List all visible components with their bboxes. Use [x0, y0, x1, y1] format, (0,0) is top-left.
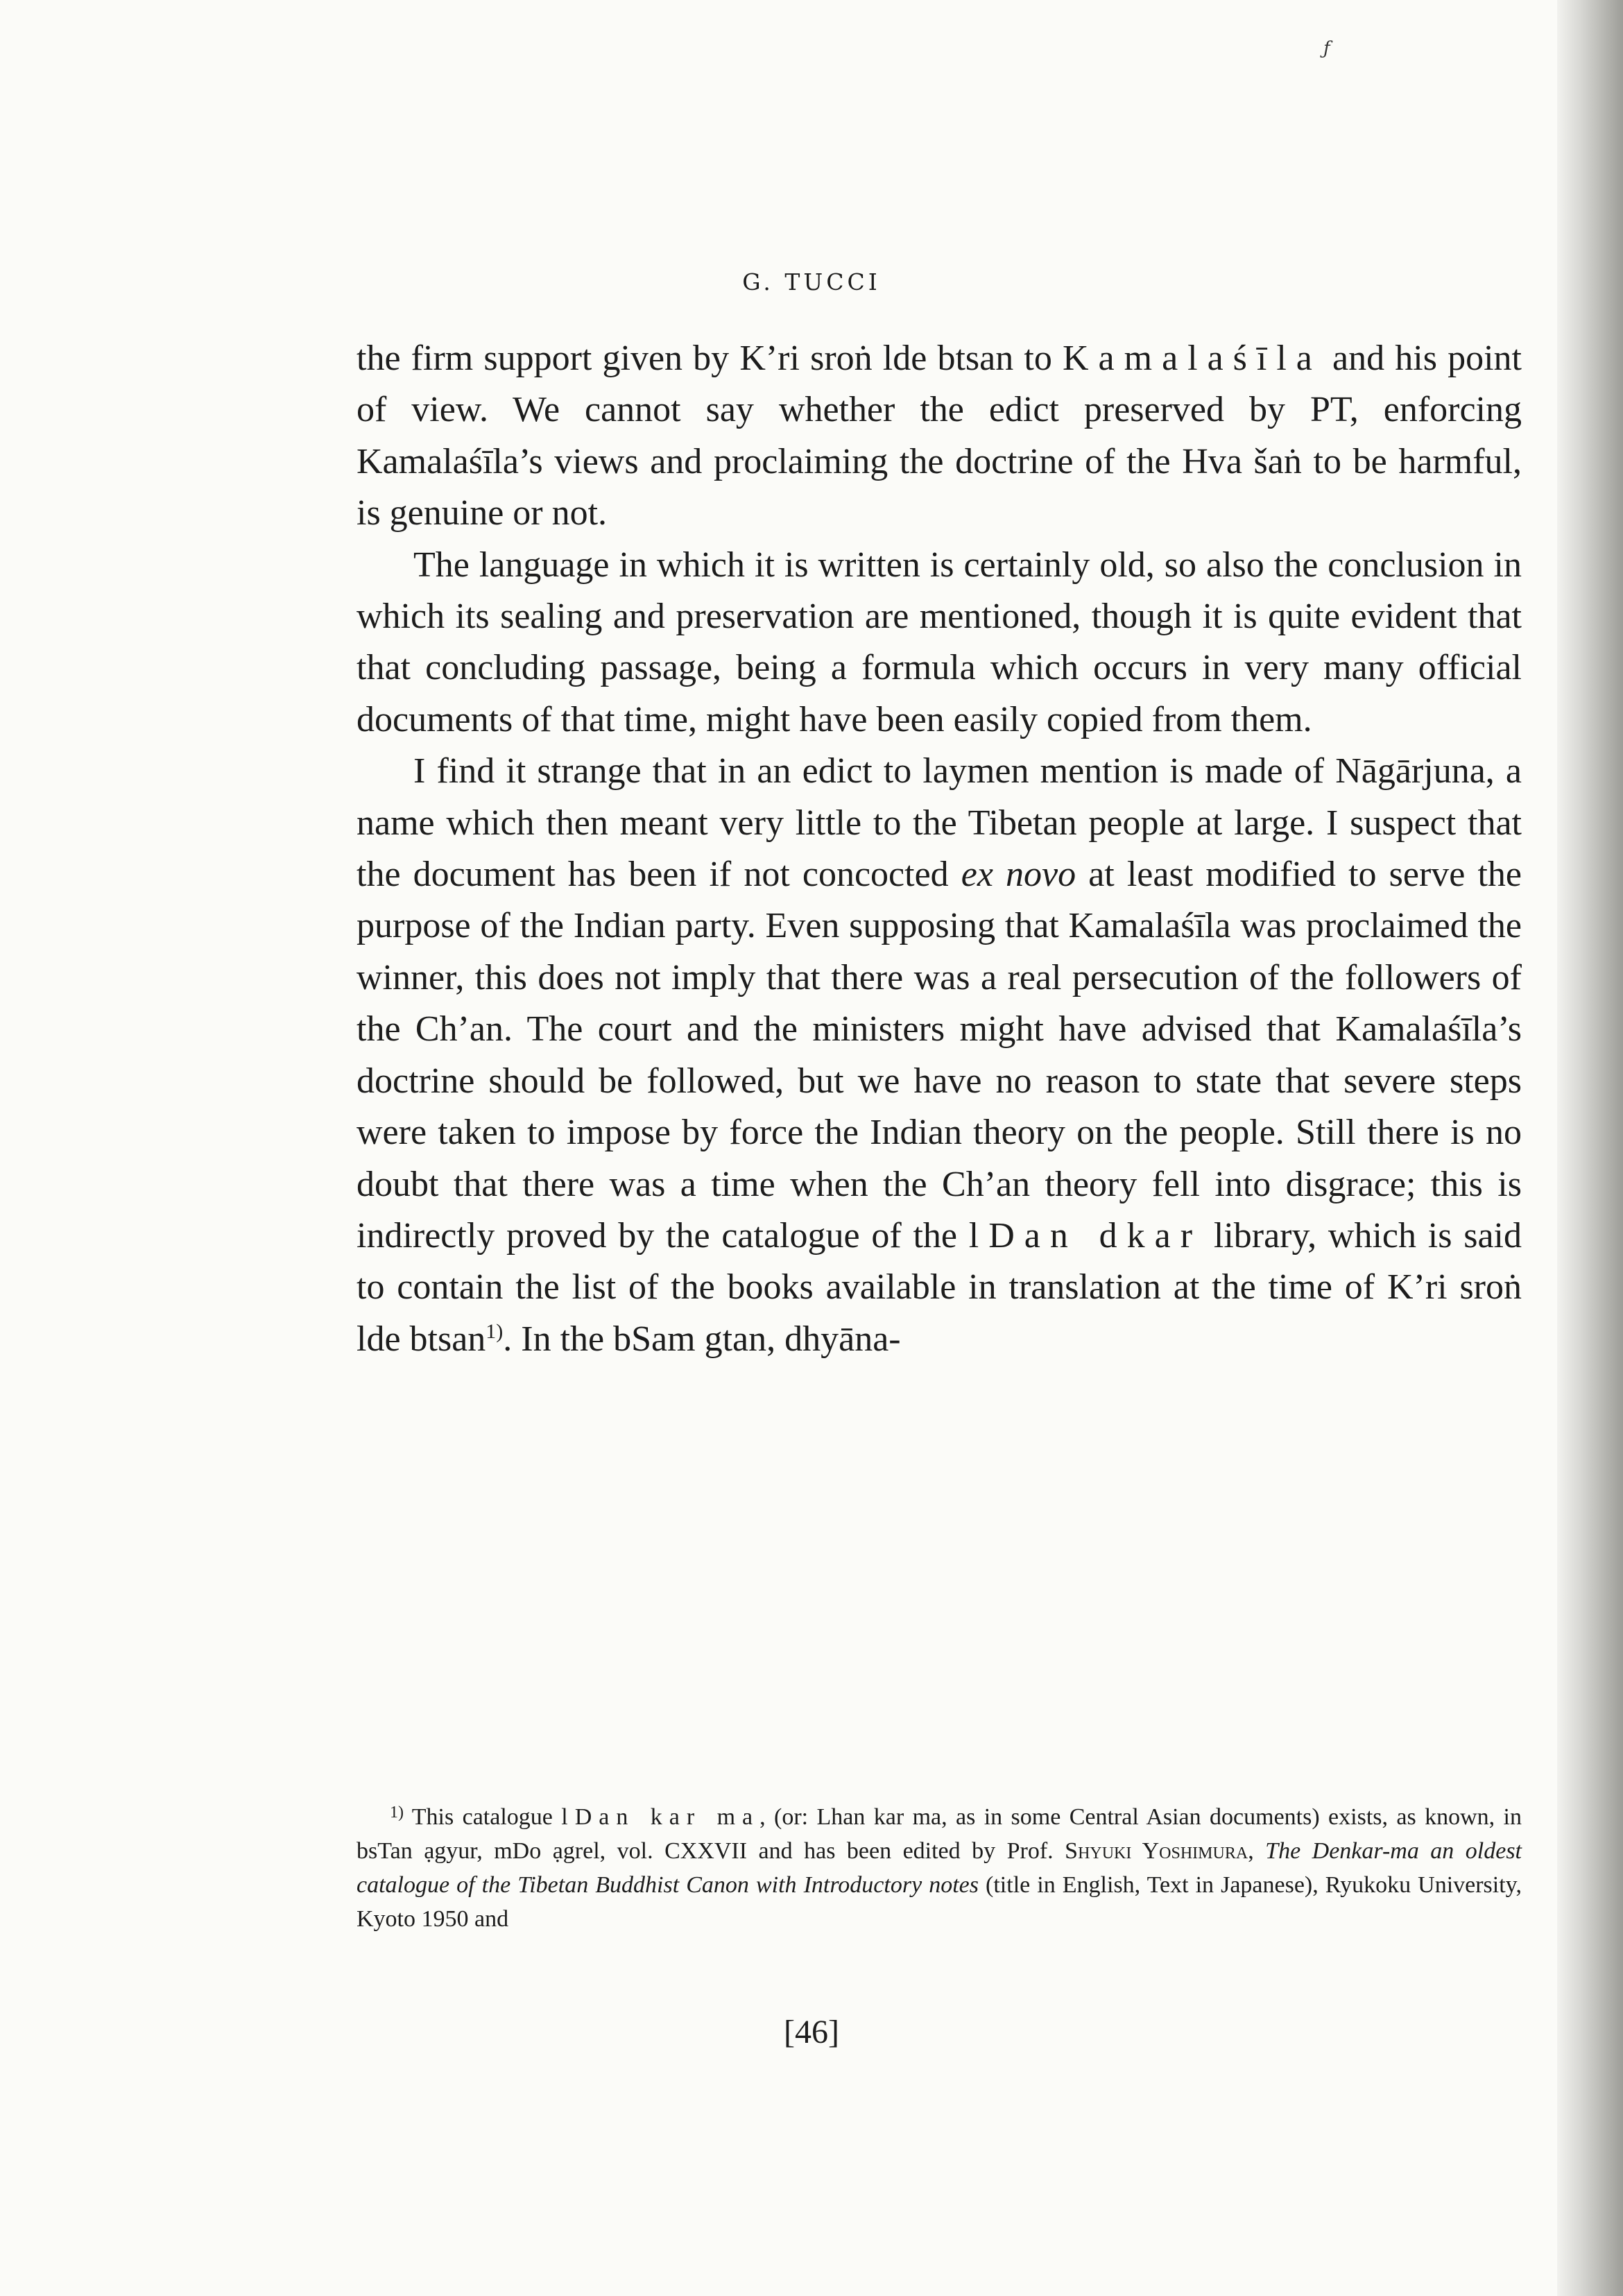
para2-text-run: library, which is said to contain the list of the books available in translation at the time of K’ri sroṅ lde btsan: [357, 1215, 1522, 1359]
para2-text-run: . In the bSam gtan, dhyāna-: [503, 1319, 901, 1359]
para0-spaced-term: Kamalaśīla: [1062, 339, 1322, 378]
footnote-text-run: ,: [1248, 1838, 1266, 1864]
para0-text-run: the firm support given by K’ri sroṅ lde btsan to: [357, 339, 1063, 378]
footnote-italic-run: The Denkar-ma an oldest catalogue of the Tibetan Buddhist Canon with Introductory notes: [357, 1838, 1522, 1898]
scanned-page-edge-shadow: [1557, 0, 1623, 2296]
footnote-text-run: This catalogue: [404, 1804, 562, 1830]
para2-spaced-term: lDan dkar: [968, 1215, 1203, 1256]
stray-print-mark: ƒ: [1323, 38, 1330, 59]
footnote-spaced-term: lDan kar ma: [561, 1804, 760, 1830]
para2-footnote-ref: 1): [486, 1319, 504, 1343]
para1-text-run: The language in which it is written is certainly old, so also the conclusion in which its sealing and preservation are mentioned, though it is quite evident that that concluding passage, being a formula which occurs in very many official documents of that time, might have been easily copied from them.: [357, 545, 1522, 739]
paragraph-1: [357, 333, 1522, 540]
footnote-1: [357, 1800, 1522, 1936]
paragraph-2: [357, 540, 1522, 746]
footnote-footnote-ref: 1): [390, 1804, 404, 1822]
footnote-text: [357, 1800, 1522, 1936]
main-body-text: [357, 333, 1522, 1365]
running-head: G. TUCCI: [742, 268, 881, 295]
para2-text-run: I find it strange that in an edict to laymen mention is made of Nāgārjuna, a name which then meant very little to the Tibetan people at large. I suspect that the document has been if not concocted: [357, 751, 1522, 895]
footnote-author-name: Shyuki Yoshimura: [1065, 1838, 1248, 1864]
page-number: [46]: [784, 2014, 839, 2050]
footnote-text-run: (title in English, Text in Japanese), Ryukoku University, Kyoto 1950 and: [357, 1872, 1522, 1932]
para2-italic-run: ex novo: [961, 855, 1076, 895]
para0-text-run: and his point of view. We cannot say whether the edict preserved by PT, enforcing Kamalaśīla’s views and proclaiming the doctrine of the Hva šaṅ to be harmful, is genuine or not.: [357, 339, 1522, 533]
footnote-text-run: , (or: Lhan kar ma, as in some Central Asian documents) exists, as known, in bsTan ạgyur, mDo ạgrel, vol. CXXVII and has been edited by Prof.: [357, 1804, 1522, 1864]
paragraph-3: [357, 746, 1522, 1365]
para2-text-run: at least modified to serve the purpose of the Indian party. Even supposing that Kamalaśīla was proclaimed the winner, this does not imply that there was a real persecution of the followers of the Ch’an. The court and the ministers might have advised that Kamalaśīla’s doctrine should be followed, but we have no reason to state that severe steps were taken to impose by force the Indian theory on the people. Still there is no doubt that there was a time when the Ch’an theory fell into disgrace; this is indirectly proved by the catalogue of the: [357, 855, 1522, 1256]
